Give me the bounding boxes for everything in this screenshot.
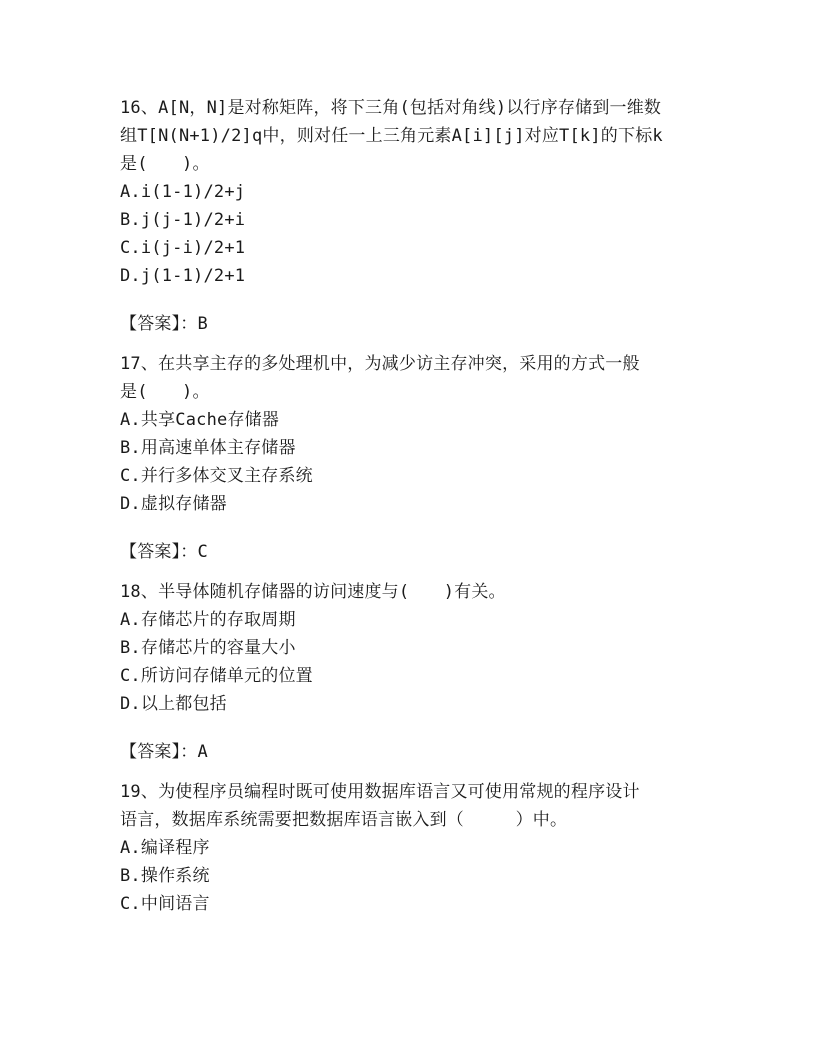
question-16-stem-line-1: 16、A[N，N]是对称矩阵，将下三角(包括对角线)以行序存储到一维数	[120, 98, 662, 118]
question-16-stem-line-2: 组T[N(N+1)/2]q中，则对任一上三角元素A[i][j]对应T[k]的下标k	[120, 126, 663, 146]
question-19	[120, 778, 700, 918]
question-18-option-c: C.所访问存储单元的位置	[120, 666, 313, 686]
question-18-answer: 【答案】：A	[120, 742, 208, 762]
question-17-answer: 【答案】：C	[120, 542, 208, 562]
question-18-option-d: D.以上都包括	[120, 694, 227, 714]
question-17-option-a: A.共享Cache存储器	[120, 410, 280, 430]
question-18-option-a: A.存储芯片的存取周期	[120, 610, 296, 630]
question-16	[120, 94, 700, 338]
question-18	[120, 578, 700, 766]
question-19-stem-line-2: 语言，数据库系统需要把数据库语言嵌入到（ ）中。	[120, 810, 568, 830]
question-19-option-b: B.操作系统	[120, 866, 210, 886]
question-16-stem-line-3: 是( )。	[120, 154, 210, 174]
question-16-option-c: C.i(j-i)/2+1	[120, 238, 246, 258]
question-19-option-c: C.中间语言	[120, 894, 210, 914]
question-17	[120, 350, 700, 566]
question-19-stem-line-1: 19、为使程序员编程时既可使用数据库语言又可使用常规的程序设计	[120, 782, 640, 802]
question-16-answer: 【答案】：B	[120, 314, 208, 334]
question-17-option-b: B.用高速单体主存储器	[120, 438, 296, 458]
question-17-option-d: D.虚拟存储器	[120, 494, 227, 514]
question-18-option-b: B.存储芯片的容量大小	[120, 638, 296, 658]
exam-page	[120, 94, 700, 918]
question-18-stem-line-1: 18、半导体随机存储器的访问速度与( )有关。	[120, 582, 506, 602]
question-17-stem-line-2: 是( )。	[120, 382, 210, 402]
question-17-option-c: C.并行多体交叉主存系统	[120, 466, 313, 486]
question-16-option-b: B.j(j-1)/2+i	[120, 210, 246, 230]
question-17-stem-line-1: 17、在共享主存的多处理机中，为减少访主存冲突，采用的方式一般	[120, 354, 640, 374]
question-19-option-a: A.编译程序	[120, 838, 210, 858]
question-16-option-d: D.j(1-1)/2+1	[120, 266, 246, 286]
question-16-option-a: A.i(1-1)/2+j	[120, 182, 246, 202]
